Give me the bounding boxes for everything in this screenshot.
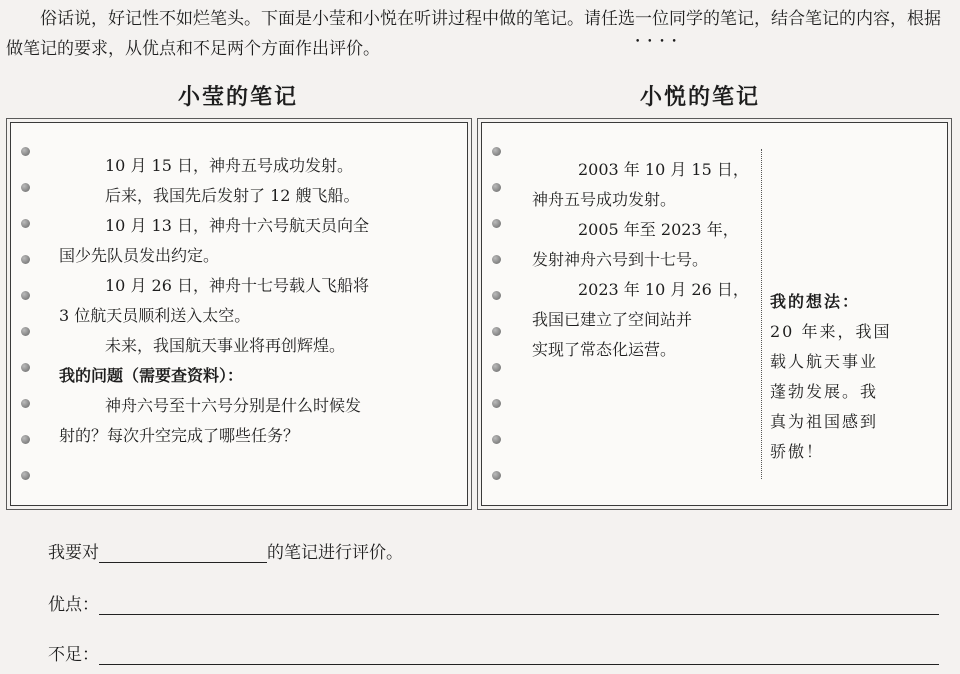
intro-text-after: 同学的笔记，结合笔记的内容，根据做笔记的要求，从优点和不足两个方面作出评价。 bbox=[6, 9, 941, 59]
binder-hole-icon bbox=[492, 399, 501, 408]
thought-line: 载人航天事业 bbox=[770, 352, 879, 371]
cons-label: 不足： bbox=[48, 645, 99, 665]
dotted-divider bbox=[761, 149, 762, 479]
note-line: 神舟五号成功发射。 bbox=[532, 190, 677, 209]
binder-hole-icon bbox=[21, 255, 30, 264]
binder-hole-icon bbox=[21, 219, 30, 228]
note-line: 10 月 26 日，神舟十七号载人飞船将 bbox=[105, 276, 369, 295]
thought-title: 我的想法： bbox=[770, 292, 861, 311]
right-note-title: 小悦的笔记 bbox=[640, 84, 761, 110]
intro-emphasis: 任选一位 • • • • bbox=[601, 9, 669, 29]
binder-hole-icon bbox=[21, 147, 30, 156]
note-line: 后来，我国先后发射了 12 艘飞船。 bbox=[105, 186, 360, 205]
choose-row bbox=[48, 538, 403, 563]
thought-line: 骄傲！ bbox=[770, 442, 825, 461]
left-note-body bbox=[59, 151, 459, 451]
note-line: 实现了常态化运营。 bbox=[532, 340, 677, 359]
thought-line: 真为祖国感到 bbox=[770, 412, 879, 431]
note-line: 2003 年 10 月 15 日， bbox=[578, 160, 749, 179]
cons-row bbox=[48, 640, 939, 665]
note-line: 10 月 15 日，神舟五号成功发射。 bbox=[105, 156, 353, 175]
binder-hole-icon bbox=[492, 363, 501, 372]
binder-hole-icon bbox=[21, 399, 30, 408]
binder-holes bbox=[21, 147, 30, 507]
binder-holes bbox=[492, 147, 501, 507]
note-line: 我国已建立了空间站并 bbox=[532, 310, 693, 329]
note-line: 发射神舟六号到十七号。 bbox=[532, 250, 709, 269]
choose-prefix: 我要对 bbox=[48, 543, 99, 563]
right-note-body bbox=[532, 155, 754, 365]
intro-text-before: 俗话说，好记性不如烂笔头。下面是小莹和小悦在听讲过程中做的笔记。请 bbox=[40, 9, 601, 29]
binder-hole-icon bbox=[492, 291, 501, 300]
cons-blank[interactable] bbox=[99, 644, 939, 665]
binder-hole-icon bbox=[492, 435, 501, 444]
question-heading: 我的问题（需要查资料）： bbox=[59, 366, 244, 385]
right-note-card bbox=[481, 122, 948, 506]
binder-hole-icon bbox=[492, 219, 501, 228]
binder-hole-icon bbox=[492, 327, 501, 336]
note-line: 3 位航天员顺利送入太空。 bbox=[59, 306, 251, 325]
pros-blank[interactable] bbox=[99, 594, 939, 615]
binder-hole-icon bbox=[21, 327, 30, 336]
thought-line: 20 年来，我国 bbox=[770, 322, 892, 341]
choose-blank[interactable] bbox=[99, 542, 267, 563]
pros-row bbox=[48, 590, 939, 615]
binder-hole-icon bbox=[21, 435, 30, 444]
note-line: 神舟六号至十六号分别是什么时候发 bbox=[105, 396, 362, 415]
pros-label: 优点： bbox=[48, 595, 99, 615]
binder-hole-icon bbox=[21, 363, 30, 372]
note-line: 2023 年 10 月 26 日， bbox=[578, 280, 749, 299]
note-line: 射的？每次升空完成了哪些任务？ bbox=[59, 426, 300, 445]
binder-hole-icon bbox=[492, 183, 501, 192]
note-line: 未来，我国航天事业将再创辉煌。 bbox=[105, 336, 346, 355]
note-line: 国少先队员发出约定。 bbox=[59, 246, 220, 265]
choose-suffix: 的笔记进行评价。 bbox=[267, 543, 403, 563]
note-line: 10 月 13 日，神舟十六号航天员向全 bbox=[105, 216, 369, 235]
left-note-card bbox=[10, 122, 468, 506]
binder-hole-icon bbox=[492, 147, 501, 156]
note-line: 2005 年至 2023 年， bbox=[578, 220, 739, 239]
left-note-title: 小莹的笔记 bbox=[178, 84, 299, 110]
binder-hole-icon bbox=[21, 183, 30, 192]
binder-hole-icon bbox=[21, 471, 30, 480]
binder-hole-icon bbox=[21, 291, 30, 300]
binder-hole-icon bbox=[492, 255, 501, 264]
thought-line: 蓬勃发展。我 bbox=[770, 382, 879, 401]
thought-section bbox=[770, 287, 920, 467]
binder-hole-icon bbox=[492, 471, 501, 480]
intro-paragraph bbox=[6, 4, 956, 64]
